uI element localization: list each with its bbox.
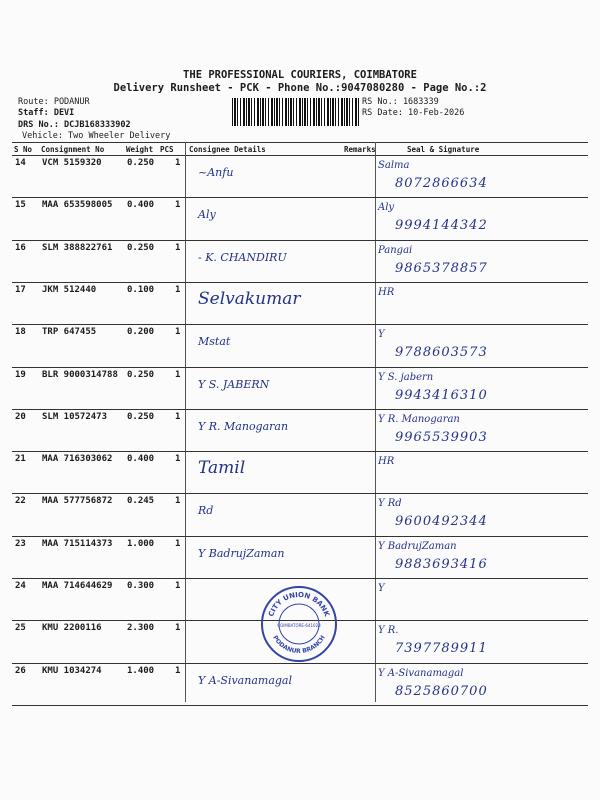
row-sno: 19 — [15, 369, 26, 380]
row-sno: 25 — [15, 623, 26, 634]
staff: Staff: DEVI — [18, 108, 75, 118]
row-weight: 0.250 — [127, 369, 155, 380]
row-weight: 0.400 — [127, 454, 155, 465]
receiver-phone: 8525860700 — [395, 683, 488, 699]
row-weight: 1.000 — [127, 538, 155, 549]
seal-signature: HR — [378, 286, 395, 298]
row-weight: 2.300 — [127, 623, 155, 634]
row-divider — [12, 451, 588, 452]
seal-signature: Y BadrujZaman — [378, 540, 457, 552]
row-sno: 22 — [15, 496, 26, 507]
consignee-signature: Selvakumar — [198, 288, 301, 309]
row-weight: 0.100 — [127, 284, 155, 295]
row-consignment-no: MAA 716303062 — [42, 454, 113, 465]
rs-number: RS No.: 1683339 — [362, 97, 439, 107]
col-seal-signature: Seal & Signature — [407, 145, 480, 154]
row-divider — [12, 536, 588, 537]
row-weight: 0.250 — [127, 158, 155, 168]
row-pcs: 1 — [175, 158, 181, 168]
row-consignment-no: MAA 577756872 — [42, 496, 113, 507]
row-pcs: 1 — [175, 411, 181, 422]
row-consignment-no: KMU 1034274 — [42, 665, 102, 676]
row-pcs: 1 — [175, 581, 181, 591]
row-pcs: 1 — [175, 538, 181, 549]
consignee-signature: ~Anfu — [198, 166, 234, 179]
stamp-bottom-text: PODANUR BRANCH — [271, 634, 327, 656]
row-weight: 0.300 — [127, 581, 155, 591]
seal-signature: HR — [378, 456, 395, 468]
table-header-rule — [12, 155, 588, 156]
row-pcs: 1 — [175, 454, 181, 465]
col-consignee: Consignee Details — [189, 145, 266, 154]
stamp-middle-text: COIMBATORE-641023 — [277, 623, 321, 628]
row-sno: 18 — [15, 327, 26, 338]
row-sno: 21 — [15, 454, 26, 465]
consignee-signature: Aly — [198, 208, 216, 222]
consignee-signature: - K. CHANDIRU — [198, 250, 287, 264]
row-consignment-no: JKM 512440 — [42, 284, 97, 295]
row-sno: 20 — [15, 411, 26, 422]
row-sno: 17 — [15, 284, 26, 295]
col-pcs: PCS — [160, 145, 174, 154]
table-top-rule — [12, 142, 588, 143]
seal-signature: Y Rd — [378, 498, 402, 510]
route: Route: PODANUR — [18, 97, 90, 107]
col-remarks: Remarks — [344, 145, 376, 154]
consignee-signature: Tamil — [198, 458, 246, 479]
row-pcs: 1 — [175, 369, 181, 380]
row-divider — [12, 367, 588, 368]
barcode — [232, 98, 360, 126]
seal-signature: Y A-Sivanamagal — [378, 667, 464, 679]
runsheet-title: THE PROFESSIONAL COURIERS, COIMBATORE — [183, 69, 417, 81]
row-consignment-no: SLM 388822761 — [42, 242, 113, 253]
row-divider — [12, 705, 588, 706]
seal-signature: Y S. jabern — [378, 371, 434, 383]
svg-text:PODANUR BRANCH — [271, 634, 326, 655]
seal-signature: Pangai — [378, 244, 413, 256]
receiver-phone: 9994144342 — [395, 218, 488, 234]
receiver-phone: 9600492344 — [395, 514, 488, 530]
seal-signature: Salma — [378, 160, 410, 171]
drs-number: DRS No.: DCJB168333902 — [18, 120, 131, 130]
row-pcs: 1 — [175, 665, 181, 676]
row-weight: 1.400 — [127, 665, 155, 676]
row-sno: 26 — [15, 665, 26, 676]
col-consignment: Consignment No — [41, 145, 105, 154]
row-consignment-no: TRP 647455 — [42, 327, 97, 338]
bank-stamp — [260, 585, 338, 663]
row-divider — [12, 578, 588, 579]
row-consignment-no: VCM 5159320 — [42, 158, 102, 168]
column-divider — [185, 142, 186, 702]
seal-signature: Aly — [378, 202, 395, 214]
consignee-signature: Y S. JABERN — [198, 377, 270, 391]
row-weight: 0.250 — [127, 411, 155, 422]
receiver-phone: 9883693416 — [395, 556, 488, 572]
row-pcs: 1 — [175, 327, 181, 338]
seal-signature: Y R. — [378, 625, 399, 637]
consignee-signature: Rd — [198, 504, 214, 518]
receiver-phone: 8072866634 — [395, 176, 488, 191]
col-sno: S No — [14, 145, 33, 154]
row-sno: 14 — [15, 158, 26, 168]
seal-signature: Y — [378, 583, 385, 594]
receiver-phone: 9865378857 — [395, 260, 488, 276]
row-consignment-no: BLR 9000314788 — [42, 369, 118, 380]
row-sno: 24 — [15, 581, 26, 591]
row-weight: 0.400 — [127, 200, 155, 211]
row-consignment-no: MAA 653598005 — [42, 200, 113, 211]
row-consignment-no: KMU 2200116 — [42, 623, 102, 634]
row-sno: 16 — [15, 242, 26, 253]
row-divider — [12, 324, 588, 325]
receiver-phone: 9788603573 — [395, 345, 488, 361]
row-weight: 0.250 — [127, 242, 155, 253]
seal-signature: Y R. Manogaran — [378, 413, 460, 425]
stamp-top-text: CITY UNION BANK — [267, 590, 331, 618]
row-consignment-no: SLM 10572473 — [42, 411, 108, 422]
col-weight: Weight — [126, 145, 154, 154]
row-weight: 0.245 — [127, 496, 155, 507]
receiver-phone: 9943416310 — [395, 387, 488, 403]
row-pcs: 1 — [175, 284, 181, 295]
row-divider — [12, 197, 588, 198]
consignee-signature: Y BadrujZaman — [198, 546, 285, 560]
receiver-phone: 9965539903 — [395, 429, 488, 445]
consignee-signature: Y A-Sivanamagal — [198, 673, 292, 687]
consignee-signature: Mstat — [198, 335, 231, 349]
row-pcs: 1 — [175, 496, 181, 507]
consignee-signature: Y R. Manogaran — [198, 419, 289, 433]
rs-date: RS Date: 10-Feb-2026 — [362, 108, 465, 118]
vehicle: Vehicle: Two Wheeler Delivery — [22, 131, 171, 141]
row-sno: 23 — [15, 538, 26, 549]
row-divider — [12, 493, 588, 494]
column-divider — [375, 142, 376, 702]
seal-signature: Y — [378, 329, 385, 341]
row-divider — [12, 282, 588, 283]
row-pcs: 1 — [175, 623, 181, 634]
row-sno: 15 — [15, 200, 26, 211]
row-pcs: 1 — [175, 242, 181, 253]
row-weight: 0.200 — [127, 327, 155, 338]
row-pcs: 1 — [175, 200, 181, 211]
row-consignment-no: MAA 715114373 — [42, 538, 113, 549]
runsheet-subtitle: Delivery Runsheet - PCK - Phone No.:9047080280 - Page No.:2 — [113, 82, 487, 94]
row-divider — [12, 240, 588, 241]
row-consignment-no: MAA 714644629 — [42, 581, 113, 591]
row-divider — [12, 409, 588, 410]
receiver-phone: 7397789911 — [395, 641, 488, 657]
